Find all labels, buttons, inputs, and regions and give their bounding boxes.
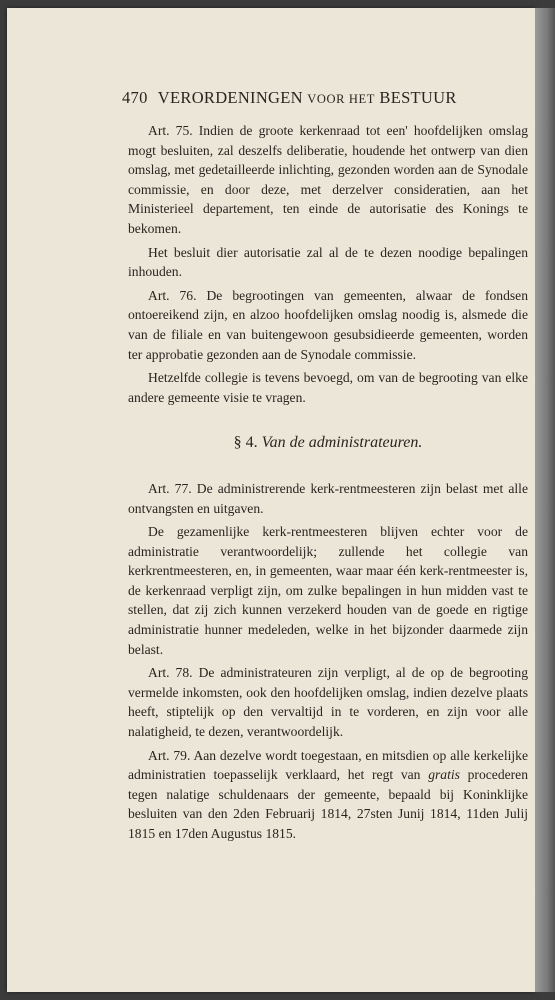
header-title-part3: BESTUUR <box>379 88 457 107</box>
section-number: § 4. <box>233 434 258 452</box>
page-body <box>128 121 528 848</box>
article-78: Art. 78. De administrateuren zijn verpligt, al de op de begrooting vermelde inkomsten, ook den hoofdelijken omslag, indien dezelve plaats heeft, stiptelijk op den vervaltijd in te vorderen, en zijn voor alle nalatigheid, te dezen, verantwoordelijk. <box>128 665 528 740</box>
header-title-part1: VERORDENINGEN <box>157 88 303 107</box>
article-77-continued: De gezamenlijke kerk-rentmeesteren blijven echter voor de administratie verantwoordelijk; zullende het collegie van kerkrentmeesteren, en, in gemeenten, waar maar één kerk-rentmeester is, de kerkenraad verpligt zijn, om zulke bepalingen in hun midden vast te stellen, dat zij zich kunnen verzekerd houden van de goede en rigtige administratie hunner medeleden, welke in het bijzonder daarmede zijn belast. <box>128 524 528 657</box>
article-79-text-b: procederen tegen nalatige schuldenaars der gemeente, bepaald bij Koninklijke besluiten van den 2den Februarij 1814, 27sten Junij 1814, 11den Julij 1815 en 17den Augustus 1815. <box>128 767 529 841</box>
article-79-text-a: Art. 79. Aan dezelve wordt toegestaan, en mitsdien op alle kerkelijke administratien toepasselijk verklaard, het regt van <box>128 747 528 783</box>
book-spine-edge <box>535 8 555 992</box>
header-title-part2: VOOR HET <box>307 92 375 106</box>
section-title: Van de administrateuren. <box>261 434 423 452</box>
article-77: Art. 77. De administrerende kerk-rentmeesteren zijn belast met alle ontvangsten en uitgaven. <box>128 480 528 516</box>
article-76-continued: Hetzelfde collegie is tevens bevoegd, om van de begrooting van elke andere gemeente visie te vragen. <box>128 370 528 405</box>
page-number: 470 <box>122 88 148 107</box>
article-75: Art. 75. Indien de groote kerkenraad tot een' hoofdelijken omslag mogt besluiten, zal deszelfs deliberatie, houdende het ontwerp van dien omslag, met gedetailleerde inlichting, gezonden worden aan de Synodale commissie, en door deze, met derzelver consideratien, aan het Ministerieel departement, ten einde de autorisatie des Konings te bekomen. <box>128 123 528 236</box>
page-header <box>122 88 482 108</box>
section-heading <box>128 433 528 453</box>
article-75-continued: Het besluit dier autorisatie zal al de te dezen noodige bepalingen inhouden. <box>128 244 528 280</box>
article-79 <box>128 746 528 844</box>
article-79-italic: gratis <box>428 767 460 783</box>
book-page <box>7 8 535 992</box>
article-76: Art. 76. De begrootingen van gemeenten, alwaar de fondsen ontoereikend zijn, en alzoo hoofdelijken omslag noodig is, alsmede die van de filiale en van buitengewoon gesubsidieerde gemeenten, worden ter approbatie gezonden aan de Synodale commissie. <box>128 287 528 362</box>
